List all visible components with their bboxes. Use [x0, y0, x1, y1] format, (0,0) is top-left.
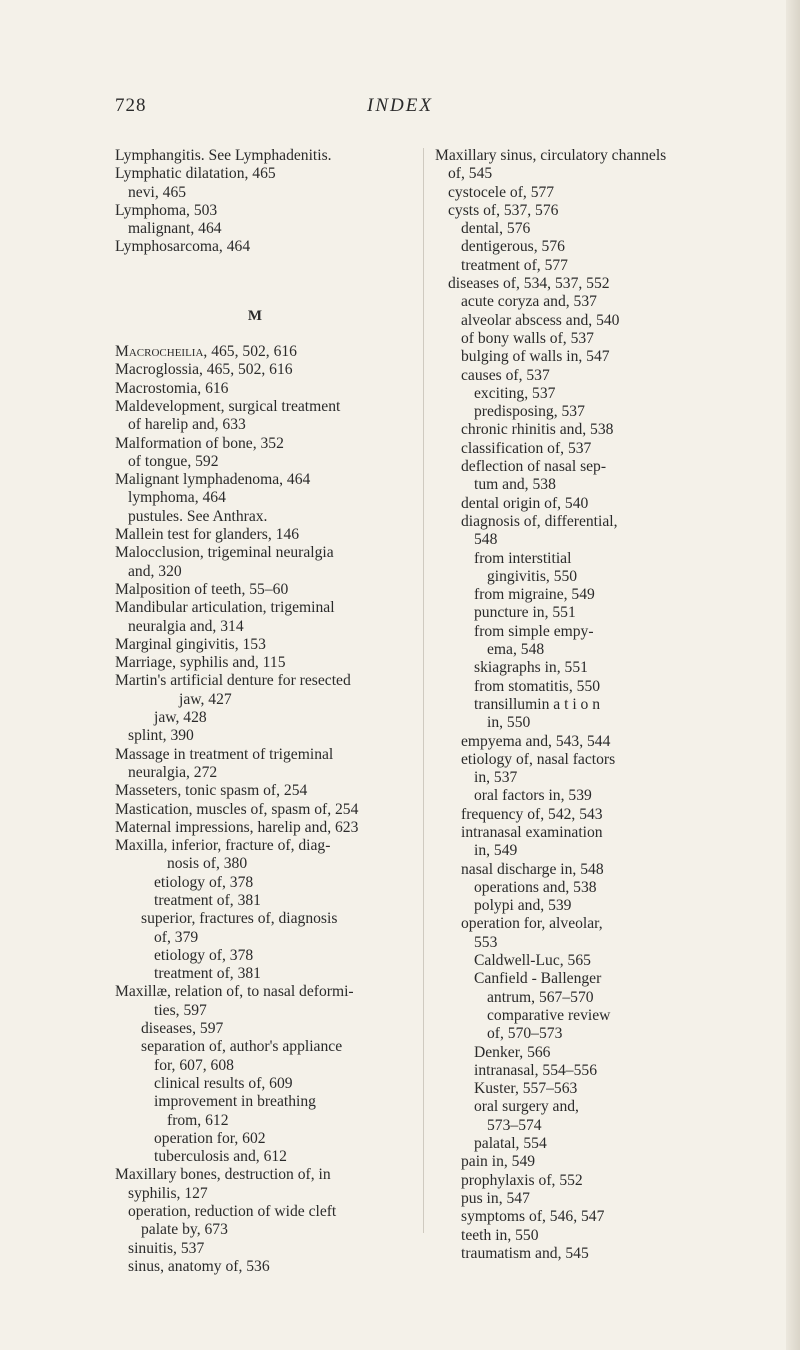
index-entry: etiology of, 378	[154, 946, 254, 964]
running-head: INDEX	[367, 95, 433, 116]
index-entry: of, 545	[448, 165, 493, 183]
index-entry: lymphoma, 464	[128, 489, 226, 507]
index-entry: ties, 597	[154, 1001, 207, 1019]
index-entry: intranasal, 554–556	[474, 1061, 597, 1079]
index-entry: from, 612	[167, 1111, 229, 1129]
index-entry: from stomatitis, 550	[474, 677, 601, 695]
index-entry: of bony walls of, 537	[461, 329, 594, 347]
index-entry: Massage in treatment of trigeminal	[115, 745, 334, 763]
index-entry: jaw, 427	[179, 690, 232, 708]
index-entry: Macrostomia, 616	[115, 379, 229, 397]
index-entry: Canfield - Ballenger	[474, 970, 602, 988]
index-entry: etiology of, 378	[154, 873, 254, 891]
index-entry: and, 320	[128, 562, 182, 580]
index-entry: Maternal impressions, harelip and, 623	[115, 818, 359, 836]
index-entry: causes of, 537	[461, 366, 550, 384]
index-entry: oral surgery and,	[474, 1098, 579, 1116]
index-entry: in, 537	[474, 769, 518, 787]
index-entry: operations and, 538	[474, 878, 597, 896]
index-entry: malignant, 464	[128, 220, 222, 238]
index-entry: syphilis, 127	[128, 1184, 208, 1202]
index-entry: from simple empy-	[474, 622, 594, 640]
page-header	[0, 95, 800, 125]
index-entry: tuberculosis and, 612	[154, 1148, 287, 1166]
index-entry: nosis of, 380	[167, 855, 248, 873]
index-entry: deflection of nasal sep-	[461, 458, 607, 476]
index-entry: Malformation of bone, 352	[115, 434, 284, 452]
index-entry: Mallein test for glanders, 146	[115, 526, 300, 544]
index-entry: separation of, author's appliance	[141, 1038, 343, 1056]
index-entry: neuralgia, 272	[128, 763, 218, 781]
index-entry: acute coryza and, 537	[461, 293, 597, 311]
index-entry: sinuitis, 537	[128, 1239, 205, 1257]
index-entry: frequency of, 542, 543	[461, 805, 603, 823]
column-divider	[423, 148, 424, 1233]
index-entry: dental origin of, 540	[461, 494, 589, 512]
index-entry: in, 549	[474, 842, 518, 860]
index-entry: treatment of, 381	[154, 965, 261, 983]
index-entry: Marriage, syphilis and, 115	[115, 654, 286, 672]
index-entry: predisposing, 537	[474, 403, 585, 421]
index-entry: clinical results of, 609	[154, 1074, 293, 1092]
index-entry: operation, reduction of wide cleft	[128, 1203, 337, 1221]
index-entry: diseases, 597	[141, 1020, 224, 1038]
index-entry: comparative review	[487, 1006, 611, 1024]
index-entry: superior, fractures of, diagnosis	[141, 910, 338, 928]
index-entry: Malocclusion, trigeminal neuralgia	[115, 544, 334, 562]
index-entry: Martin's artificial denture for resected	[115, 672, 351, 690]
index-entry: Lymphoma, 503	[115, 201, 218, 219]
index-entry: oral factors in, 539	[474, 787, 592, 805]
index-entry: teeth in, 550	[461, 1226, 539, 1244]
index-entry: 548	[474, 531, 498, 549]
index-entry: palatal, 554	[474, 1135, 547, 1153]
index-entry: Masseters, tonic spasm of, 254	[115, 782, 308, 800]
index-entry: prophylaxis of, 552	[461, 1171, 583, 1189]
index-entry: operation for, alveolar,	[461, 915, 603, 933]
index-entry: pain in, 549	[461, 1153, 536, 1171]
index-entry: chronic rhinitis and, 538	[461, 421, 614, 439]
index-entry: gingivitis, 550	[487, 567, 578, 585]
index-entry: Maxillæ, relation of, to nasal deformi-	[115, 983, 354, 1001]
index-entry: etiology of, nasal factors	[461, 750, 616, 768]
index-entry: palate by, 673	[141, 1221, 228, 1239]
index-entry: Malignant lymphadenoma, 464	[115, 471, 311, 489]
index-entry: traumatism and, 545	[461, 1244, 589, 1262]
index-entry: sinus, anatomy of, 536	[128, 1257, 270, 1275]
index-entry: Macroglossia, 465, 502, 616	[115, 361, 293, 379]
index-entry: dentigerous, 576	[461, 238, 565, 256]
index-entry: diseases of, 534, 537, 552	[448, 275, 610, 293]
index-entry: Lymphatic dilatation, 465	[115, 165, 276, 183]
index-entry: treatment of, 381	[154, 891, 261, 909]
entries-m	[115, 343, 415, 1276]
index-entry: in, 550	[487, 714, 531, 732]
index-entry: diagnosis of, differential,	[461, 512, 618, 530]
index-entry: nevi, 465	[128, 183, 187, 201]
index-entry: Maxillary sinus, circulatory channels	[435, 147, 667, 164]
index-entry: cystocele of, 577	[448, 183, 555, 201]
index-entry: pus in, 547	[461, 1189, 530, 1207]
page-edge-shadow	[786, 0, 800, 1350]
index-entry: Denker, 566	[474, 1043, 551, 1061]
index-entry: operation for, 602	[154, 1129, 266, 1147]
entries-l	[115, 147, 415, 257]
index-entry: from interstitial	[474, 549, 572, 567]
index-entry: classification of, 537	[461, 439, 592, 457]
index-entry: Malposition of teeth, 55–60	[115, 580, 289, 598]
index-entry: Marginal gingivitis, 153	[115, 635, 266, 653]
index-entry: empyema and, 543, 544	[461, 732, 611, 750]
index-entry: of, 379	[154, 928, 199, 946]
index-entry: splint, 390	[128, 727, 194, 745]
index-entry: polypi and, 539	[474, 897, 572, 915]
index-entry: Kuster, 557–563	[474, 1080, 578, 1098]
index-entry: exciting, 537	[474, 384, 556, 402]
index-entry: Mastication, muscles of, spasm of, 254	[115, 800, 359, 818]
index-entry: Caldwell-Luc, 565	[474, 952, 591, 970]
index-entry: Maxilla, inferior, fracture of, diag-	[115, 837, 331, 855]
section-letter-m: M	[247, 307, 263, 324]
index-entry: from migraine, 549	[474, 586, 595, 604]
index-entry: Maxillary bones, destruction of, in	[115, 1166, 331, 1184]
index-entry: of harelip and, 633	[128, 416, 246, 434]
index-entry: pustules. See Anthrax.	[128, 507, 268, 525]
index-entry: Lymphosarcoma, 464	[115, 238, 251, 256]
index-entry: dental, 576	[461, 220, 531, 238]
index-entry: Maldevelopment, surgical treatment	[115, 397, 341, 415]
index-column-left	[115, 147, 415, 1276]
index-entry: of tongue, 592	[128, 452, 219, 470]
index-entry: Macrocheilia, 465, 502, 616	[115, 343, 297, 361]
index-entry: bulging of walls in, 547	[461, 348, 610, 366]
index-entry: of, 570–573	[487, 1025, 563, 1043]
index-entry: symptoms of, 546, 547	[461, 1208, 605, 1226]
index-entry: ema, 548	[487, 641, 545, 659]
index-entry: puncture in, 551	[474, 604, 576, 622]
index-entry: jaw, 428	[154, 709, 207, 727]
index-entry: 573–574	[487, 1116, 542, 1134]
index-entry: intranasal examination	[461, 823, 603, 841]
page-number: 728	[115, 95, 147, 116]
index-entry: transillumin a t i o n	[474, 695, 601, 713]
index-entry: alveolar abscess and, 540	[461, 311, 620, 329]
entries-maxillary-sinus	[435, 147, 695, 1263]
index-entry: skiagraphs in, 551	[474, 659, 588, 677]
index-entry: Mandibular articulation, trigeminal	[115, 599, 335, 617]
index-entry: antrum, 567–570	[487, 988, 594, 1006]
index-entry: Lymphangitis. See Lymphadenitis.	[115, 147, 332, 164]
index-entry: for, 607, 608	[154, 1056, 234, 1074]
index-entry: cysts of, 537, 576	[448, 201, 559, 219]
index-entry: treatment of, 577	[461, 256, 568, 274]
index-entry: improvement in breathing	[154, 1093, 316, 1111]
index-entry: neuralgia and, 314	[128, 617, 244, 635]
index-column-right	[427, 147, 695, 1263]
index-entry: 553	[474, 933, 498, 951]
index-entry: tum and, 538	[474, 476, 556, 494]
index-entry: nasal discharge in, 548	[461, 860, 604, 878]
